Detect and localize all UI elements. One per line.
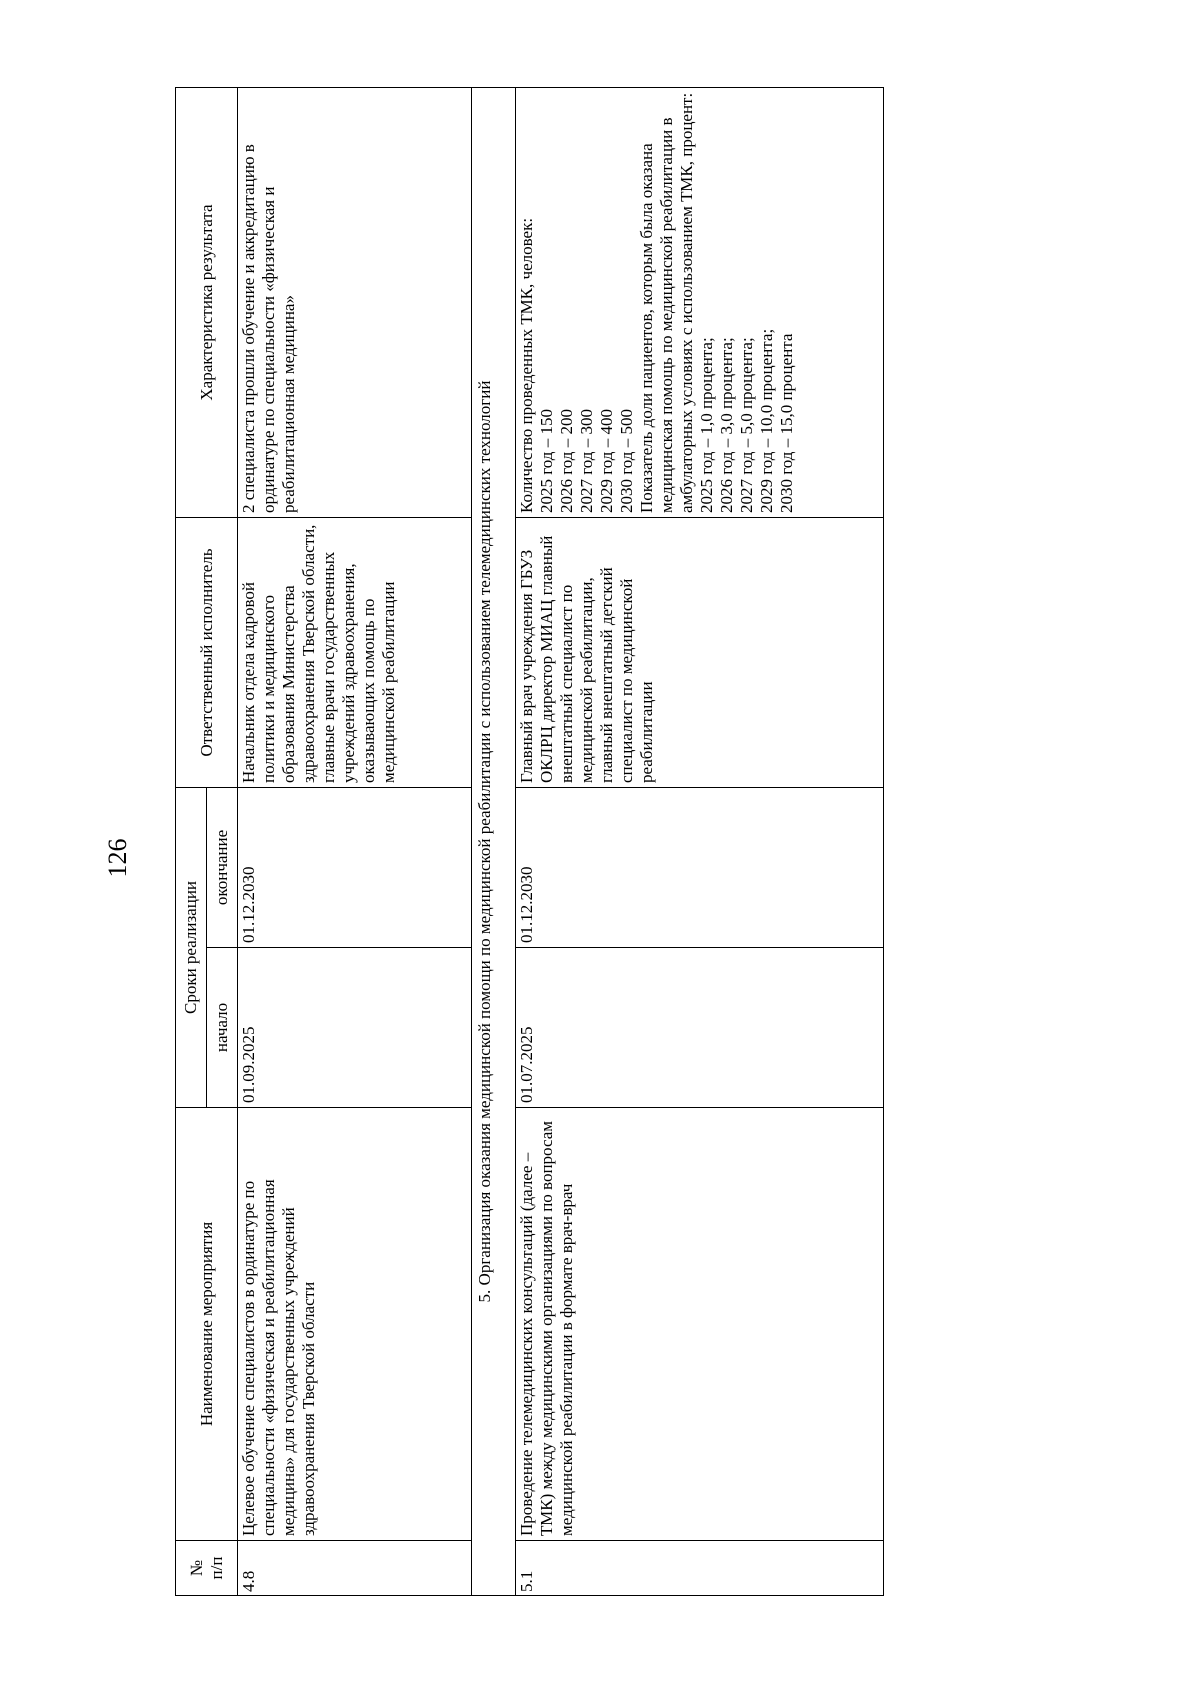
result-line: Количество проведенных ТМК, человек: [517, 217, 536, 513]
row-end-date: 01.12.2030 [238, 788, 472, 948]
result-line: 2030 год – 15,0 процента [777, 333, 796, 513]
row-start-date: 01.09.2025 [238, 948, 472, 1108]
measures-table [175, 87, 884, 1596]
header-terms: Сроки реализации [176, 788, 207, 1108]
row-result: 2 специалиста прошли обучение и аккредитацию в ординатуре по специальности «физическая и реабилитационная медицина» [238, 88, 472, 518]
result-line: Показатель доли пациентов, которым была оказана медицинская помощь по медицинской реабилитации в амбулаторных условиях с использованием ТМК, процент: [637, 92, 696, 513]
result-line: 2026 год – 3,0 процента; [717, 337, 736, 513]
table-row [516, 88, 884, 1596]
page-number: 126 [103, 838, 132, 878]
row-number: 5.1 [516, 1541, 884, 1596]
header-responsible: Ответственный исполнитель [176, 518, 238, 788]
header-num: № п/п [176, 1541, 238, 1596]
table-row [238, 88, 472, 1596]
header-result: Характеристика результата [176, 88, 238, 518]
result-line: 2026 год – 200 [557, 409, 576, 513]
result-line: 2027 год – 5,0 процента; [737, 337, 756, 513]
row-number: 4.8 [238, 1541, 472, 1596]
header-name: Наименование мероприятия [176, 1108, 238, 1541]
result-line: 2030 год – 500 [617, 409, 636, 513]
rotated-table-container [175, 88, 895, 1596]
row-responsible: Начальник отдела кадровой политики и медицинского образования Министерства здравоохранения Тверской области, главные врачи государственных учреждений здравоохранения, оказывающих помощь по медицинской реабилитации [238, 518, 472, 788]
section-title: 5. Организация оказания медицинской помощи по медицинской реабилитации с использованием телемедицинских технологий [472, 88, 516, 1596]
result-line: 2025 год – 150 [537, 409, 556, 513]
header-start: начало [207, 948, 238, 1108]
row-start-date: 01.07.2025 [516, 948, 884, 1108]
result-line: 2025 год – 1,0 процента; [697, 337, 716, 513]
row-result [516, 88, 884, 518]
row-measure-name: Целевое обучение специалистов в ординатуре по специальности «физическая и реабилитационная медицина» для государственных учреждений здравоохранения Тверской области [238, 1108, 472, 1541]
result-line: 2027 год – 300 [577, 409, 596, 513]
header-row-1 [176, 88, 207, 1596]
result-line: 2029 год – 400 [597, 409, 616, 513]
row-end-date: 01.12.2030 [516, 788, 884, 948]
row-responsible: Главный врач учреждения ГБУЗ ОКЛРЦ директор МИАЦ главный внештатный специалист по медицинской реабилитации, главный внештатный детский специалист по медицинской реабилитации [516, 518, 884, 788]
header-end: окончание [207, 788, 238, 948]
section-row [472, 88, 516, 1596]
row-measure-name: Проведение телемедицинских консультаций (далее – ТМК) между медицинскими организациями по вопросам медицинской реабилитации в формате врач-врач [516, 1108, 884, 1541]
result-line: 2029 год – 10,0 процента; [757, 328, 776, 513]
